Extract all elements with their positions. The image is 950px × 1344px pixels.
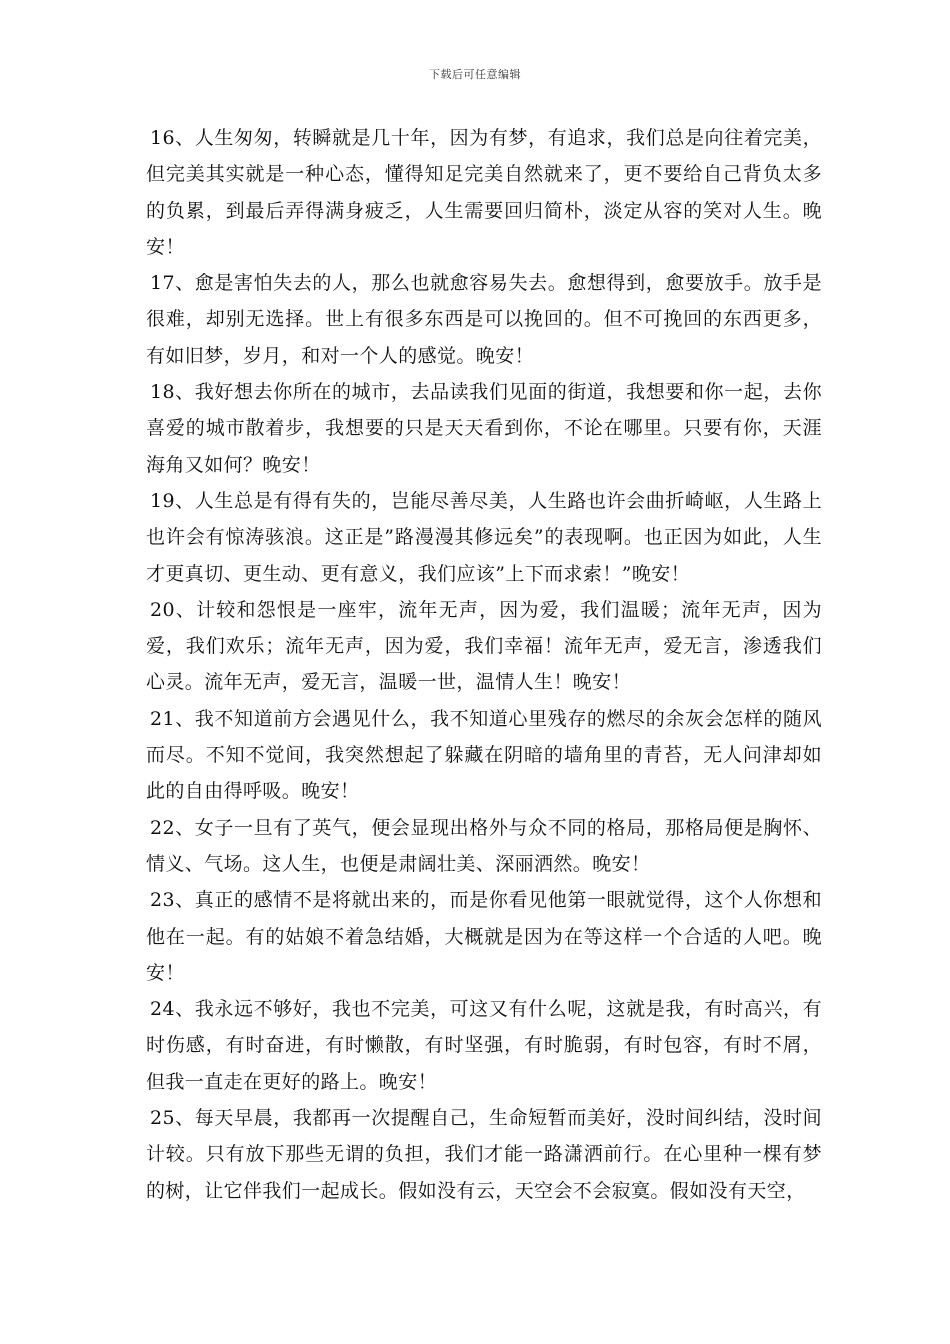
paragraph-24: 24、我永远不够好，我也不完美，可这又有什么呢，这就是我，有时高兴，有时伤感，有时奋进，有时懒散，有时坚强，有时脆弱，有时包容，有时不屑，但我一直走在更好的路上。晚安！: [146, 998, 822, 1093]
document-body: [146, 120, 822, 1209]
paragraph-25: 25、每天早晨，我都再一次提醒自己，生命短暂而美好，没时间纠结，没时间计较。只有放下那些无谓的负担，我们才能一路潇洒前行。在心里种一棵有梦的树，让它伴我们一起成长。假如没有云，天空会不会寂寞。假如没有天空，: [146, 1107, 822, 1202]
paragraph-16: 16、人生匆匆，转瞬就是几十年，因为有梦，有追求，我们总是向往着完美，但完美其实就是一种心态，懂得知足完美自然就来了，更不要给自己背负太多的负累，到最后弄得满身疲乏，人生需要回归简朴，淡定从容的笑对人生。晚安！: [146, 127, 822, 258]
paragraph-18: 18、我好想去你所在的城市，去品读我们见面的街道，我想要和你一起，去你喜爱的城市散着步，我想要的只是天天看到你，不论在哪里。只要有你，天涯海角又如何？晚安！: [146, 381, 822, 476]
paragraph-21: 21、我不知道前方会遇见什么，我不知道心里残存的燃尽的余灰会怎样的随风而尽。不知不觉间，我突然想起了躲藏在阴暗的墙角里的青苔，无人问津却如此的自由得呼吸。晚安！: [146, 707, 822, 803]
paragraph-23: 23、真正的感情不是将就出来的，而是你看见他第一眼就觉得，这个人你想和他在一起。有的姑娘不着急结婚，大概就是因为在等这样一个合适的人吧。晚安！: [146, 889, 822, 984]
paragraph-20: 20、计较和怨恨是一座牢，流年无声，因为爱，我们温暖；流年无声，因为爱，我们欢乐；流年无声，因为爱，我们幸福！流年无声，爱无言，渗透我们心灵。流年无声，爱无言，温暖一世，温情人生！晚安！: [146, 598, 822, 694]
header-note: 下载后可任意编辑: [429, 68, 521, 81]
paragraph-17: 17、愈是害怕失去的人，那么也就愈容易失去。愈想得到，愈要放手。放手是很难，却别无选择。世上有很多东西是可以挽回的。但不可挽回的东西更多，有如旧梦，岁月，和对一个人的感觉。晚安！: [146, 272, 822, 367]
paragraph-22: 22、女子一旦有了英气，便会显现出格外与众不同的格局，那格局便是胸怀、情义、气场。这人生，也便是肃阔壮美、深丽洒然。晚安！: [146, 816, 822, 875]
paragraph-19: 19、人生总是有得有失的，岂能尽善尽美，人生路也许会曲折崎岖，人生路上也许会有惊涛骇浪。这正是”路漫漫其修远矣”的表现啊。也正因为如此，人生才更真切、更生动、更有意义，我们应该”上下而求索！”晚安！: [146, 489, 822, 585]
